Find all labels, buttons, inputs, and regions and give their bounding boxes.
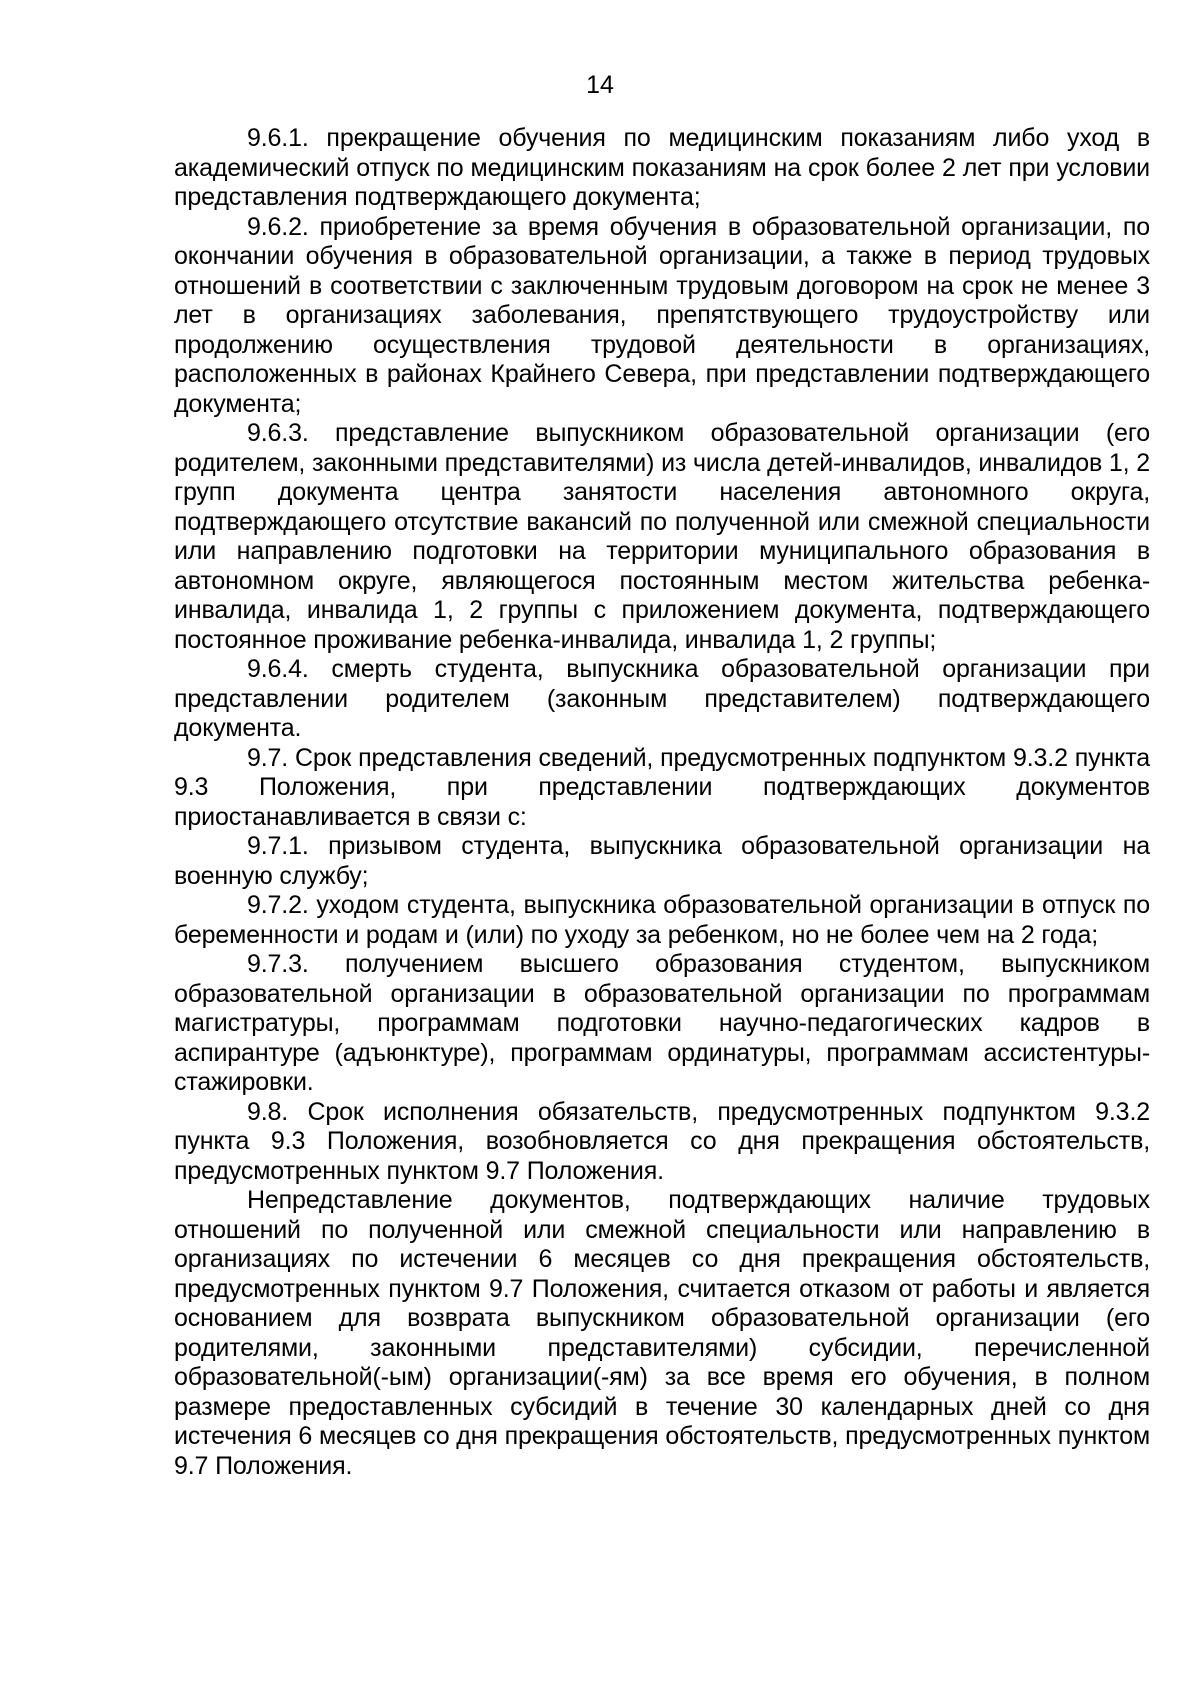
paragraph-9-7-2: 9.7.2. уходом студента, выпускника образовательной организации в отпуск по беременности и родам и (или) по уходу за ребенком, но не более чем на 2 года; <box>174 891 1150 949</box>
paragraph-9-6-4: 9.6.4. смерть студента, выпускника образовательной организации при представлении родителем (законным представителем) подтверждающего документа. <box>174 655 1150 742</box>
paragraph-9-7-3: 9.7.3. получением высшего образования студентом, выпускником образовательной организации в образовательной организации по программам магистратуры, программам подготовки научно-педагогических кадров в аспирантуре (адъюнктуре), программам ординатуры, программам ассистентуры-стажировки. <box>174 950 1150 1096</box>
document-body <box>174 124 1150 1481</box>
paragraph-non-submission: Непредставление документов, подтверждающих наличие трудовых отношений по полученной или смежной специальности или направлению в организациях по истечении 6 месяцев со дня прекращения обстоятельств, предусмотренных пунктом 9.7 Положения, считается отказом от работы и является основанием для возврата выпускником образовательной организации (его родителями, законными представителями) субсидии, перечисленной образовательной(-ым) организации(-ям) за все время его обучения, в полном размере предоставленных субсидий в течение 30 календарных дней со дня истечения 6 месяцев со дня прекращения обстоятельств, предусмотренных пунктом 9.7 Положения. <box>174 1186 1150 1480</box>
paragraph-9-6-2: 9.6.2. приобретение за время обучения в образовательной организации, по окончании обучения в образовательной организации, а также в период трудовых отношений в соответствии с заключенным трудовым договором на срок не менее 3 лет в организациях заболевания, препятствующего трудоустройству или продолжению осуществления трудовой деятельности в организациях, расположенных в районах Крайнего Севера, при представлении подтверждающего документа; <box>174 212 1150 418</box>
paragraph-9-7: 9.7. Срок представления сведений, предусмотренных подпунктом 9.3.2 пункта 9.3 Положения, при представлении подтверждающих документов приостанавливается в связи с: <box>174 743 1150 831</box>
page-number: 14 <box>586 71 614 99</box>
paragraph-9-6-1: 9.6.1. прекращение обучения по медицинским показаниям либо уход в академический отпуск по медицинским показаниям на срок более 2 лет при условии представления подтверждающего документа; <box>174 124 1150 211</box>
paragraph-9-8: 9.8. Срок исполнения обязательств, предусмотренных подпунктом 9.3.2 пункта 9.3 Положения, возобновляется со дня прекращения обстоятельств, предусмотренных пунктом 9.7 Положения. <box>174 1097 1150 1185</box>
paragraph-9-7-1: 9.7.1. призывом студента, выпускника образовательной организации на военную службу; <box>174 832 1150 890</box>
paragraph-9-6-3: 9.6.3. представление выпускником образовательной организации (его родителем, законными представителями) из числа детей-инвалидов, инвалидов 1, 2 групп документа центра занятости населения автономного округа, подтверждающего отсутствие вакансий по полученной или смежной специальности или направлению подготовки на территории муниципального образования в автономном округе, являющегося постоянным местом жительства ребенка-инвалида, инвалида 1, 2 группы с приложением документа, подтверждающего постоянное проживание ребенка-инвалида, инвалида 1, 2 группы; <box>174 419 1150 654</box>
